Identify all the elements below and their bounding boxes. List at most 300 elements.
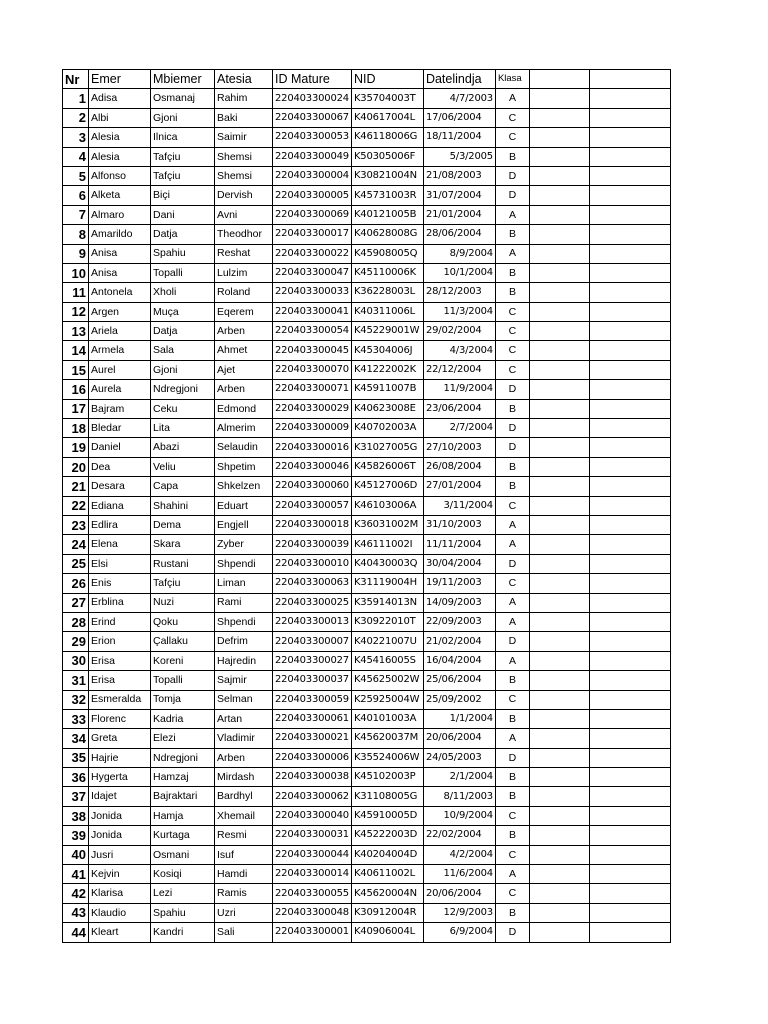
cell-id-mature: 220403300031 xyxy=(273,826,352,845)
cell-emer: Ediana xyxy=(89,496,151,515)
cell-nid: K45102003P xyxy=(351,768,423,787)
cell-nid: K45127006D xyxy=(351,477,423,496)
cell-klasa: C xyxy=(495,496,529,515)
cell-atesia: Arben xyxy=(215,748,273,767)
cell-emer: Dea xyxy=(89,457,151,476)
table-row xyxy=(63,283,671,302)
cell-klasa: B xyxy=(495,768,529,787)
cell-nid: K40906004L xyxy=(351,923,423,942)
table-row xyxy=(63,380,671,399)
table-row xyxy=(63,205,671,224)
table-row xyxy=(63,477,671,496)
cell-atesia: Hajredin xyxy=(215,651,273,670)
cell-id-mature: 220403300054 xyxy=(273,322,352,341)
empty-cell xyxy=(589,399,670,418)
row-nr: 23 xyxy=(63,515,89,534)
empty-cell xyxy=(589,826,670,845)
row-nr: 3 xyxy=(63,128,89,147)
cell-id-mature: 220403300009 xyxy=(273,419,352,438)
cell-id-mature: 220403300060 xyxy=(273,477,352,496)
cell-mbiemer: Veliu xyxy=(151,457,215,476)
cell-id-mature: 220403300057 xyxy=(273,496,352,515)
cell-mbiemer: Kadria xyxy=(151,709,215,728)
cell-nid: K40221007U xyxy=(351,632,423,651)
empty-cell xyxy=(529,748,589,767)
cell-klasa: C xyxy=(495,806,529,825)
empty-cell xyxy=(529,826,589,845)
cell-mbiemer: Kandri xyxy=(151,923,215,942)
row-nr: 9 xyxy=(63,244,89,263)
cell-id-mature: 220403300010 xyxy=(273,554,352,573)
header-atesia: Atesia xyxy=(215,70,273,89)
table-row xyxy=(63,632,671,651)
cell-id-mature: 220403300040 xyxy=(273,806,352,825)
cell-klasa: B xyxy=(495,709,529,728)
cell-datelindja: 11/6/2004 xyxy=(423,865,495,884)
cell-mbiemer: Topalli xyxy=(151,263,215,282)
cell-datelindja: 31/07/2004 xyxy=(423,186,495,205)
cell-datelindja: 3/11/2004 xyxy=(423,496,495,515)
row-nr: 27 xyxy=(63,593,89,612)
cell-atesia: Bardhyl xyxy=(215,787,273,806)
cell-datelindja: 10/9/2004 xyxy=(423,806,495,825)
cell-emer: Klarisa xyxy=(89,884,151,903)
header-nid: NID xyxy=(351,70,423,89)
empty-cell xyxy=(589,729,670,748)
cell-atesia: Saimir xyxy=(215,128,273,147)
cell-nid: K40611002L xyxy=(351,865,423,884)
cell-emer: Elena xyxy=(89,535,151,554)
cell-klasa: B xyxy=(495,283,529,302)
empty-cell xyxy=(589,690,670,709)
cell-mbiemer: Tafçiu xyxy=(151,166,215,185)
empty-cell xyxy=(589,865,670,884)
table-row xyxy=(63,438,671,457)
cell-emer: Alesia xyxy=(89,128,151,147)
cell-klasa: A xyxy=(495,515,529,534)
cell-datelindja: 23/06/2004 xyxy=(423,399,495,418)
cell-atesia: Selaudin xyxy=(215,438,273,457)
cell-id-mature: 220403300014 xyxy=(273,865,352,884)
table-row xyxy=(63,748,671,767)
cell-datelindja: 25/06/2004 xyxy=(423,671,495,690)
table-row xyxy=(63,166,671,185)
table-row xyxy=(63,457,671,476)
row-nr: 30 xyxy=(63,651,89,670)
cell-klasa: B xyxy=(495,399,529,418)
empty-cell xyxy=(529,205,589,224)
cell-datelindja: 20/06/2004 xyxy=(423,884,495,903)
cell-mbiemer: Lezi xyxy=(151,884,215,903)
cell-nid: K45908005Q xyxy=(351,244,423,263)
cell-id-mature: 220403300044 xyxy=(273,845,352,864)
cell-datelindja: 8/9/2004 xyxy=(423,244,495,263)
empty-cell xyxy=(589,457,670,476)
cell-datelindja: 22/12/2004 xyxy=(423,360,495,379)
cell-emer: Argen xyxy=(89,302,151,321)
row-nr: 7 xyxy=(63,205,89,224)
cell-id-mature: 220403300046 xyxy=(273,457,352,476)
cell-emer: Amarildo xyxy=(89,225,151,244)
table-row xyxy=(63,690,671,709)
cell-klasa: B xyxy=(495,457,529,476)
cell-klasa: D xyxy=(495,438,529,457)
cell-datelindja: 17/06/2004 xyxy=(423,108,495,127)
empty-cell xyxy=(529,690,589,709)
cell-klasa: A xyxy=(495,729,529,748)
cell-emer: Edlira xyxy=(89,515,151,534)
cell-nid: K35704003T xyxy=(351,89,423,108)
cell-atesia: Dervish xyxy=(215,186,273,205)
empty-cell xyxy=(589,651,670,670)
cell-emer: Alketa xyxy=(89,186,151,205)
table-row xyxy=(63,496,671,515)
cell-atesia: Rami xyxy=(215,593,273,612)
cell-id-mature: 220403300006 xyxy=(273,748,352,767)
cell-nid: K45222003D xyxy=(351,826,423,845)
empty-cell xyxy=(529,128,589,147)
empty-cell xyxy=(589,554,670,573)
empty-cell xyxy=(589,380,670,399)
empty-cell xyxy=(529,399,589,418)
row-nr: 41 xyxy=(63,865,89,884)
table-row xyxy=(63,845,671,864)
cell-emer: Erisa xyxy=(89,651,151,670)
cell-nid: K45229001W xyxy=(351,322,423,341)
row-nr: 31 xyxy=(63,671,89,690)
cell-id-mature: 220403300021 xyxy=(273,729,352,748)
empty-cell xyxy=(589,671,670,690)
cell-id-mature: 220403300017 xyxy=(273,225,352,244)
table-row xyxy=(63,768,671,787)
cell-klasa: A xyxy=(495,593,529,612)
empty-cell xyxy=(529,554,589,573)
cell-atesia: Defrim xyxy=(215,632,273,651)
cell-klasa: D xyxy=(495,419,529,438)
cell-atesia: Artan xyxy=(215,709,273,728)
cell-mbiemer: Datja xyxy=(151,225,215,244)
table-row xyxy=(63,865,671,884)
cell-atesia: Shemsi xyxy=(215,166,273,185)
cell-datelindja: 16/04/2004 xyxy=(423,651,495,670)
table-row xyxy=(63,515,671,534)
cell-mbiemer: Abazi xyxy=(151,438,215,457)
empty-cell xyxy=(529,380,589,399)
cell-id-mature: 220403300018 xyxy=(273,515,352,534)
empty-cell xyxy=(529,263,589,282)
cell-klasa: C xyxy=(495,884,529,903)
cell-mbiemer: Sala xyxy=(151,341,215,360)
cell-klasa: B xyxy=(495,671,529,690)
cell-mbiemer: Tomja xyxy=(151,690,215,709)
cell-id-mature: 220403300041 xyxy=(273,302,352,321)
cell-emer: Jusri xyxy=(89,845,151,864)
cell-mbiemer: Spahiu xyxy=(151,903,215,922)
table-row xyxy=(63,903,671,922)
cell-atesia: Almerim xyxy=(215,419,273,438)
empty-cell xyxy=(589,535,670,554)
header-mbiemer: Mbiemer xyxy=(151,70,215,89)
cell-klasa: A xyxy=(495,244,529,263)
row-nr: 20 xyxy=(63,457,89,476)
cell-mbiemer: Ilnica xyxy=(151,128,215,147)
cell-atesia: Resmi xyxy=(215,826,273,845)
empty-cell xyxy=(529,360,589,379)
empty-cell xyxy=(589,787,670,806)
table-row xyxy=(63,419,671,438)
row-nr: 21 xyxy=(63,477,89,496)
empty-cell xyxy=(529,225,589,244)
cell-datelindja: 26/08/2004 xyxy=(423,457,495,476)
cell-klasa: B xyxy=(495,903,529,922)
cell-atesia: Theodhor xyxy=(215,225,273,244)
table-row xyxy=(63,302,671,321)
cell-id-mature: 220403300024 xyxy=(273,89,352,108)
header-id-mature: ID Mature xyxy=(273,70,352,89)
cell-mbiemer: Bajraktari xyxy=(151,787,215,806)
cell-nid: K45110006K xyxy=(351,263,423,282)
cell-emer: Armela xyxy=(89,341,151,360)
empty-cell xyxy=(529,341,589,360)
cell-atesia: Ajet xyxy=(215,360,273,379)
cell-id-mature: 220403300037 xyxy=(273,671,352,690)
table-row xyxy=(63,263,671,282)
empty-cell xyxy=(589,593,670,612)
empty-cell xyxy=(529,612,589,631)
cell-klasa: D xyxy=(495,632,529,651)
empty-cell xyxy=(529,593,589,612)
cell-datelindja: 20/06/2004 xyxy=(423,729,495,748)
empty-cell xyxy=(529,632,589,651)
cell-datelindja: 22/09/2003 xyxy=(423,612,495,631)
cell-atesia: Shpendi xyxy=(215,554,273,573)
empty-cell xyxy=(529,186,589,205)
empty-cell xyxy=(529,147,589,166)
cell-atesia: Baki xyxy=(215,108,273,127)
cell-klasa: D xyxy=(495,923,529,942)
row-nr: 40 xyxy=(63,845,89,864)
cell-emer: Aurela xyxy=(89,380,151,399)
empty-cell xyxy=(589,903,670,922)
cell-nid: K25925004W xyxy=(351,690,423,709)
cell-emer: Erion xyxy=(89,632,151,651)
empty-cell xyxy=(529,515,589,534)
cell-nid: K40311006L xyxy=(351,302,423,321)
cell-mbiemer: Tafçiu xyxy=(151,574,215,593)
cell-emer: Almaro xyxy=(89,205,151,224)
cell-klasa: D xyxy=(495,380,529,399)
cell-emer: Elsi xyxy=(89,554,151,573)
cell-nid: K45910005D xyxy=(351,806,423,825)
cell-mbiemer: Skara xyxy=(151,535,215,554)
cell-mbiemer: Dema xyxy=(151,515,215,534)
row-nr: 2 xyxy=(63,108,89,127)
empty-cell xyxy=(589,341,670,360)
cell-emer: Anisa xyxy=(89,263,151,282)
row-nr: 17 xyxy=(63,399,89,418)
cell-datelindja: 5/3/2005 xyxy=(423,147,495,166)
cell-klasa: A xyxy=(495,651,529,670)
cell-nid: K36031002M xyxy=(351,515,423,534)
cell-emer: Kejvin xyxy=(89,865,151,884)
cell-klasa: B xyxy=(495,477,529,496)
cell-emer: Bajram xyxy=(89,399,151,418)
cell-nid: K40101003A xyxy=(351,709,423,728)
empty-cell xyxy=(529,768,589,787)
empty-cell xyxy=(589,225,670,244)
row-nr: 25 xyxy=(63,554,89,573)
cell-mbiemer: Hamja xyxy=(151,806,215,825)
cell-nid: K41222002K xyxy=(351,360,423,379)
cell-datelindja: 2/7/2004 xyxy=(423,419,495,438)
cell-datelindja: 1/1/2004 xyxy=(423,709,495,728)
cell-mbiemer: Kosiqi xyxy=(151,865,215,884)
cell-datelindja: 21/02/2004 xyxy=(423,632,495,651)
cell-atesia: Arben xyxy=(215,380,273,399)
cell-atesia: Zyber xyxy=(215,535,273,554)
cell-id-mature: 220403300027 xyxy=(273,651,352,670)
cell-id-mature: 220403300048 xyxy=(273,903,352,922)
cell-emer: Daniel xyxy=(89,438,151,457)
empty-cell xyxy=(529,419,589,438)
table-row xyxy=(63,322,671,341)
cell-datelindja: 31/10/2003 xyxy=(423,515,495,534)
header-datelindja: Datelindja xyxy=(423,70,495,89)
row-nr: 14 xyxy=(63,341,89,360)
cell-emer: Erind xyxy=(89,612,151,631)
cell-nid: K30922010T xyxy=(351,612,423,631)
row-nr: 42 xyxy=(63,884,89,903)
row-nr: 26 xyxy=(63,574,89,593)
cell-klasa: C xyxy=(495,690,529,709)
cell-emer: Idajet xyxy=(89,787,151,806)
table-row xyxy=(63,651,671,670)
cell-klasa: B xyxy=(495,147,529,166)
empty-cell xyxy=(589,748,670,767)
header-nr: Nr xyxy=(63,70,89,89)
cell-nid: K31108005G xyxy=(351,787,423,806)
cell-mbiemer: Topalli xyxy=(151,671,215,690)
cell-id-mature: 220403300067 xyxy=(273,108,352,127)
table-row xyxy=(63,128,671,147)
cell-klasa: B xyxy=(495,826,529,845)
cell-id-mature: 220403300005 xyxy=(273,186,352,205)
table-row xyxy=(63,787,671,806)
cell-nid: K40628008G xyxy=(351,225,423,244)
empty-cell xyxy=(589,244,670,263)
cell-nid: K40702003A xyxy=(351,419,423,438)
cell-id-mature: 220403300055 xyxy=(273,884,352,903)
row-nr: 11 xyxy=(63,283,89,302)
cell-id-mature: 220403300039 xyxy=(273,535,352,554)
header-row xyxy=(63,70,671,89)
cell-atesia: Rahim xyxy=(215,89,273,108)
cell-klasa: D xyxy=(495,186,529,205)
empty-cell xyxy=(529,806,589,825)
empty-cell xyxy=(589,89,670,108)
cell-nid: K30912004R xyxy=(351,903,423,922)
cell-atesia: Ahmet xyxy=(215,341,273,360)
empty-cell xyxy=(529,166,589,185)
cell-klasa: A xyxy=(495,612,529,631)
cell-mbiemer: Hamzaj xyxy=(151,768,215,787)
cell-emer: Bledar xyxy=(89,419,151,438)
empty-cell xyxy=(589,263,670,282)
table-row xyxy=(63,574,671,593)
cell-klasa: C xyxy=(495,302,529,321)
cell-atesia: Shkelzen xyxy=(215,477,273,496)
table-row xyxy=(63,923,671,942)
cell-atesia: Selman xyxy=(215,690,273,709)
cell-id-mature: 220403300033 xyxy=(273,283,352,302)
cell-id-mature: 220403300045 xyxy=(273,341,352,360)
table-row xyxy=(63,147,671,166)
cell-nid: K36228003L xyxy=(351,283,423,302)
empty-cell xyxy=(589,806,670,825)
cell-klasa: A xyxy=(495,865,529,884)
row-nr: 33 xyxy=(63,709,89,728)
cell-datelindja: 22/02/2004 xyxy=(423,826,495,845)
empty-cell xyxy=(529,457,589,476)
cell-id-mature: 220403300059 xyxy=(273,690,352,709)
cell-atesia: Reshat xyxy=(215,244,273,263)
cell-id-mature: 220403300070 xyxy=(273,360,352,379)
cell-nid: K45731003R xyxy=(351,186,423,205)
empty-cell xyxy=(589,632,670,651)
row-nr: 19 xyxy=(63,438,89,457)
cell-mbiemer: Gjoni xyxy=(151,108,215,127)
cell-emer: Kleart xyxy=(89,923,151,942)
empty-cell xyxy=(529,438,589,457)
empty-cell xyxy=(589,419,670,438)
row-nr: 8 xyxy=(63,225,89,244)
row-nr: 15 xyxy=(63,360,89,379)
cell-emer: Esmeralda xyxy=(89,690,151,709)
row-nr: 13 xyxy=(63,322,89,341)
cell-nid: K46103006A xyxy=(351,496,423,515)
empty-cell xyxy=(589,205,670,224)
cell-id-mature: 220403300022 xyxy=(273,244,352,263)
cell-mbiemer: Dani xyxy=(151,205,215,224)
cell-atesia: Hamdi xyxy=(215,865,273,884)
cell-nid: K45625002W xyxy=(351,671,423,690)
table-row xyxy=(63,89,671,108)
cell-datelindja: 2/1/2004 xyxy=(423,768,495,787)
row-nr: 44 xyxy=(63,923,89,942)
cell-mbiemer: Ndregjoni xyxy=(151,380,215,399)
cell-id-mature: 220403300025 xyxy=(273,593,352,612)
cell-datelindja: 24/05/2003 xyxy=(423,748,495,767)
cell-atesia: Edmond xyxy=(215,399,273,418)
cell-mbiemer: Gjoni xyxy=(151,360,215,379)
cell-atesia: Ramis xyxy=(215,884,273,903)
cell-id-mature: 220403300001 xyxy=(273,923,352,942)
cell-datelindja: 8/11/2003 xyxy=(423,787,495,806)
empty-cell xyxy=(589,923,670,942)
cell-atesia: Avni xyxy=(215,205,273,224)
cell-nid: K31119004H xyxy=(351,574,423,593)
cell-mbiemer: Çallaku xyxy=(151,632,215,651)
cell-id-mature: 220403300069 xyxy=(273,205,352,224)
cell-id-mature: 220403300061 xyxy=(273,709,352,728)
table-row xyxy=(63,225,671,244)
cell-atesia: Shpetim xyxy=(215,457,273,476)
table-row xyxy=(63,244,671,263)
cell-nid: K40617004L xyxy=(351,108,423,127)
cell-mbiemer: Kurtaga xyxy=(151,826,215,845)
empty-cell xyxy=(589,186,670,205)
cell-nid: K35914013N xyxy=(351,593,423,612)
